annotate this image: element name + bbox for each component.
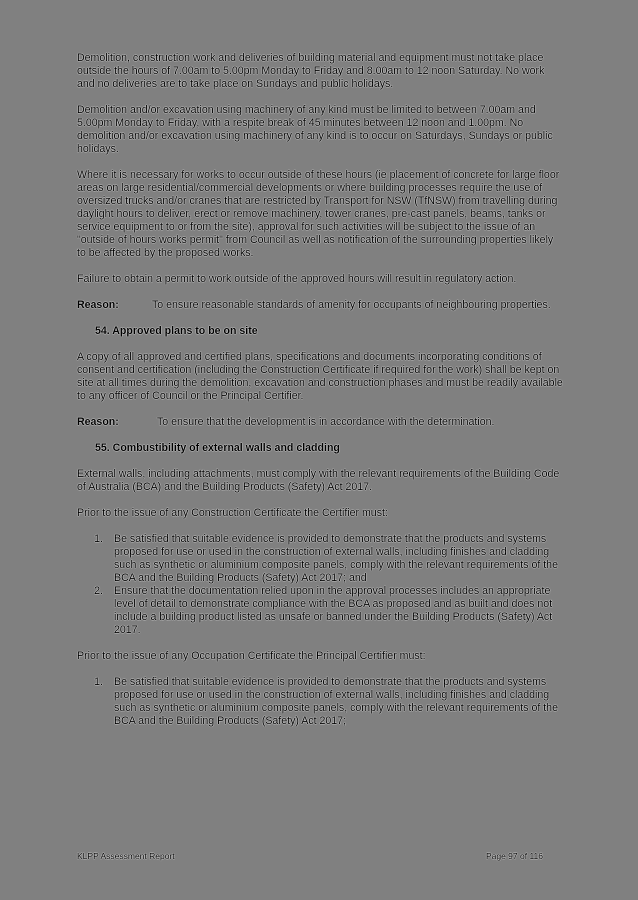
paragraph-excavation-hours: Demolition and/or excavation using machinery of any kind must be limited to between 7.00am and 5.00pm Monday to Friday, with a respite break of 45 minutes between 12 noon and 1.00pm. No demolition and/or excavation using machinery of any kind is to occur on Saturdays, Sundays or public holidays.	[77, 104, 553, 155]
list-item	[77, 585, 563, 637]
reason-block-amenity	[77, 299, 563, 312]
list-item	[77, 676, 563, 728]
list-text: Be satisfied that suitable evidence is provided to demonstrate that the products and systems proposed for use or used in the construction of external walls, including finishes and cladding such as synthetic or aluminium composite panels, comply with the relevant requirements of the BCA and the Building Products (Safety) Act 2017;	[114, 676, 558, 727]
condition-55-body: External walls, including attachments, must comply with the relevant requirements of the Building Code of Australia (BCA) and the Building Products (Safety) Act 2017.	[77, 468, 560, 493]
list-text: Ensure that the documentation relied upon in the approval processes includes an appropriate level of detail to demonstrate compliance with the BCA as proposed and as built and does not include a building product listed as unsafe or banned under the Building Products (Safety) Act 2017.	[114, 585, 553, 636]
paragraph-permit-failure: Failure to obtain a permit to work outside of the approved hours will result in regulatory action.	[77, 273, 517, 285]
page-footer	[77, 851, 543, 862]
reason-text: To ensure reasonable standards of amenity for occupants of neighbouring properties.	[152, 299, 551, 311]
occupation-certificate-list	[77, 676, 563, 728]
condition-54-body: A copy of all approved and certified plans, specifications and documents incorporating conditions of consent and certification (including the Construction Certificate if required for the work) shall be kept on site at all times during the demolition, excavation and construction phases and must be readily available to any officer of Council or the Principal Certifier.	[77, 351, 563, 402]
construction-certificate-intro: Prior to the issue of any Construction Certificate the Certifier must:	[77, 507, 388, 519]
list-number: 2.	[94, 585, 103, 597]
occupation-certificate-intro: Prior to the issue of any Occupation Certificate the Principal Certifier must:	[77, 650, 426, 662]
paragraph-construction-hours: Demolition, construction work and deliveries of building material and equipment must not take place outside the hours of 7.00am to 5.00pm Monday to Friday and 8.00am to 12 noon Saturday. No work and no deliveries are to take place on Sundays and public holidays.	[77, 52, 545, 90]
condition-55-heading: 55. Combustibility of external walls and cladding	[95, 442, 340, 454]
reason-text: To ensure that the development is in accordance with the determination.	[157, 416, 495, 428]
construction-certificate-list	[77, 533, 563, 637]
footer-report-title: KLPP Assessment Report	[77, 851, 175, 861]
document-page	[77, 52, 563, 741]
list-text: Be satisfied that suitable evidence is provided to demonstrate that the products and systems proposed for use or used in the construction of external walls, including finishes and cladding such as synthetic or aluminium composite panels, comply with the relevant requirements of the BCA and the Building Products (Safety) Act 2017; and	[114, 533, 558, 584]
list-number: 1.	[94, 676, 103, 688]
list-item	[77, 533, 563, 585]
footer-page-number: Page 97 of 116	[485, 851, 543, 861]
list-number: 1.	[94, 533, 103, 545]
condition-54-heading: 54. Approved plans to be on site	[95, 325, 258, 337]
reason-label: Reason:	[77, 299, 119, 311]
reason-block-determination	[77, 416, 563, 429]
paragraph-outside-hours: Where it is necessary for works to occur outside of these hours (ie placement of concrete for large floor areas on large residential/commercial developments or where building processes require the use of oversized trucks and/or cranes that are restricted by Transport for NSW (TfNSW) from travelling during daylight hours to deliver, erect or remove machinery, tower cranes, pre-cast panels, beams, tanks or service equipment to or from the site), approval for such activities will be subject to the issue of an "outside of hours works permit" from Council as well as notification of the surrounding properties likely to be affected by the proposed works.	[77, 169, 560, 259]
reason-label: Reason:	[77, 416, 119, 428]
